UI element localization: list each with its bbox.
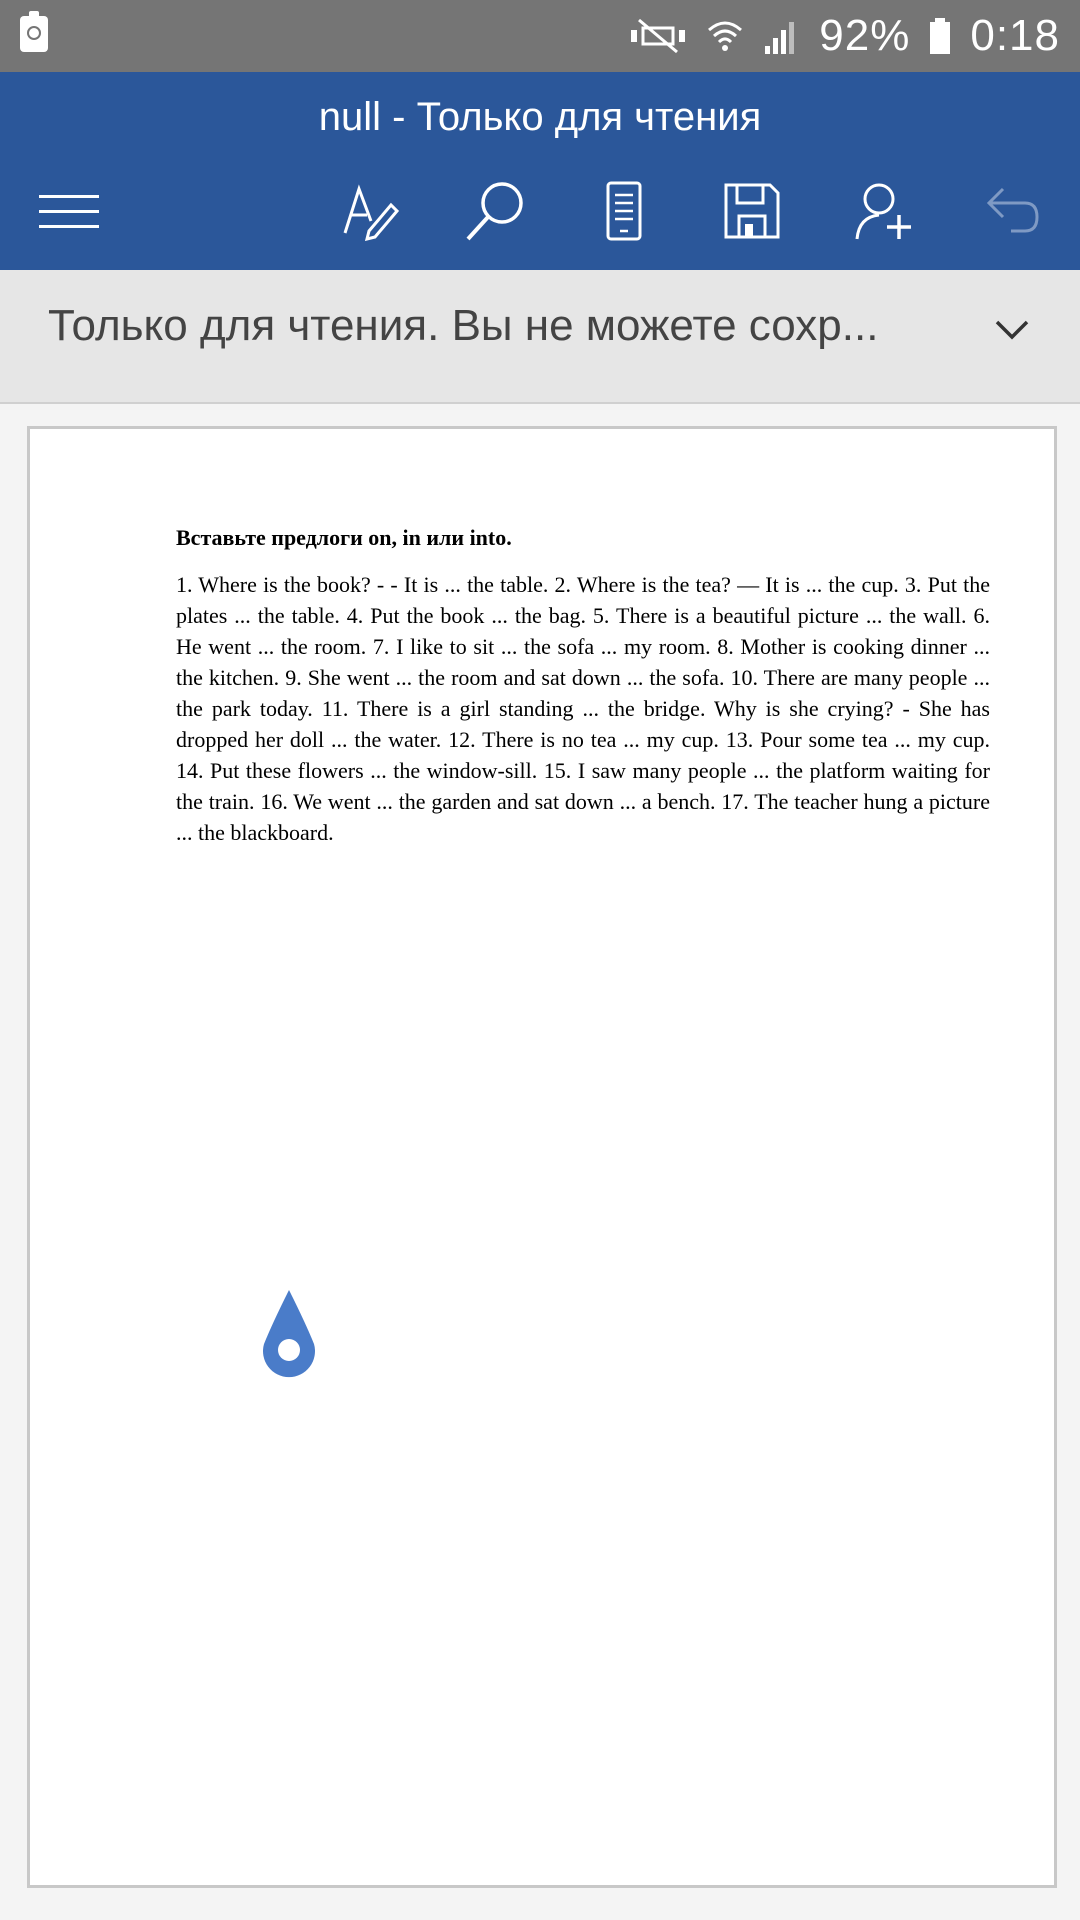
undo-icon <box>981 181 1041 241</box>
document-body: 1. Where is the book? - - It is ... the table. 2. Where is the tea? — It is ... the cup. 3. Put the plates ... the table. 4. Put the book ... the bag. 5. There is a beautiful picture ... the wall. 6. He went ... the room. 7. I like to sit ... the sofa ... my room. 8. Mother is cooking dinner ... the kitchen. 9. She went ... the room and sat down ... the sofa. 10. There are many people ... the park today. 11. There is a girl standing ... the bridge. Why is she crying? - She has dropped her doll ... the water. 12. There is no tea ... my cup. 13. Pour some tea ... my cup. 14. Put these flowers ... the window-sill. 15. I saw many people ... the platform waiting for the train. 16. We went ... the garden and sat down ... a bench. 17. The teacher hung a picture ... the blackboard. <box>176 572 990 845</box>
expand-notice-button[interactable] <box>982 300 1042 360</box>
document-area[interactable] <box>0 404 1080 1920</box>
save-button[interactable] <box>707 166 797 256</box>
app-bar <box>0 72 1080 270</box>
status-right <box>629 0 1060 72</box>
notice-text: Только для чтения. Вы не можете сохр... <box>48 301 879 350</box>
signal-icon <box>763 16 801 56</box>
battery-percent: 92% <box>819 11 911 60</box>
menu-icon <box>37 191 101 231</box>
document-page[interactable] <box>27 426 1057 1888</box>
recycle-icon <box>20 16 48 52</box>
search-button[interactable] <box>451 166 541 256</box>
clock: 0:18 <box>970 11 1060 60</box>
battery-icon <box>928 16 952 56</box>
text-cursor-handle-icon[interactable] <box>260 1288 318 1378</box>
save-icon <box>723 182 781 240</box>
edit-icon <box>339 181 399 241</box>
read-only-notice[interactable] <box>0 270 1080 404</box>
document-title: null - Только для чтения <box>318 95 762 139</box>
mobile-view-button[interactable] <box>579 166 669 256</box>
document-heading: Вставьте предлоги on, in или into. <box>176 525 512 550</box>
menu-button[interactable] <box>24 166 114 256</box>
status-bar <box>0 0 1080 72</box>
chevron-down-icon <box>994 319 1030 341</box>
share-icon <box>855 181 915 241</box>
edit-button[interactable] <box>324 166 414 256</box>
mute-icon <box>629 16 687 56</box>
mobile-view-icon <box>604 181 644 241</box>
search-icon <box>464 179 528 243</box>
undo-button[interactable] <box>966 166 1056 256</box>
wifi-icon <box>705 16 745 56</box>
share-button[interactable] <box>840 166 930 256</box>
